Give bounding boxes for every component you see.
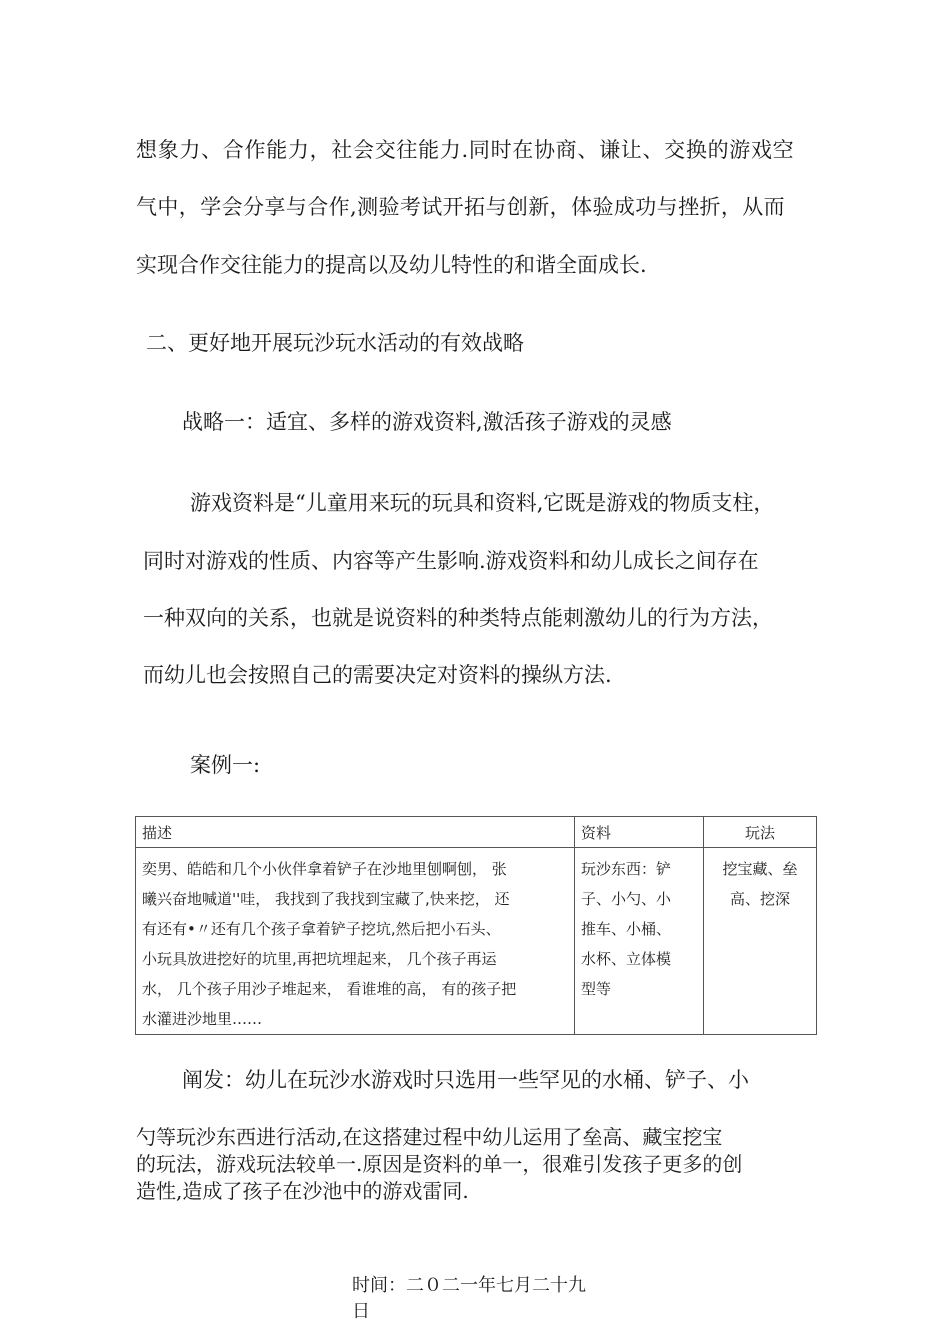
materials-line: 型等 bbox=[581, 980, 612, 998]
materials-line: 子、小勺、小 bbox=[581, 890, 672, 908]
body-line-2: 同时对游戏的性质、内容等产生影响.游戏资料和幼儿成长之间存在 bbox=[143, 549, 759, 573]
play-line: 高、挖深 bbox=[729, 890, 790, 908]
description-line: 曦兴奋地喊道''哇， 我找到了我找到宝藏了,快来挖， 还 bbox=[142, 890, 510, 908]
materials-line: 推车、小桶、 bbox=[581, 920, 672, 938]
footer-line: 日 bbox=[352, 1301, 370, 1322]
header-play: 玩法 bbox=[704, 817, 817, 848]
description-line: 水， 几个孩子用沙子堆起来， 看谁堆的高， 有的孩子把 bbox=[142, 980, 517, 998]
analysis-line-4: 造性,造成了孩子在沙池中的游戏雷同. bbox=[136, 1179, 469, 1203]
table-row bbox=[136, 848, 817, 1035]
body-line-3: 一种双向的关系，也就是说资料的种类特点能刺激幼儿的行为方法， bbox=[143, 606, 773, 630]
header-materials: 资料 bbox=[575, 817, 704, 848]
case-table bbox=[135, 816, 817, 1035]
materials-line: 玩沙东西：铲 bbox=[581, 860, 672, 878]
page-footer-date bbox=[352, 1273, 586, 1325]
body-line-1: 游戏资料是“儿童用来玩的玩具和资料,它既是游戏的物质支柱， bbox=[190, 491, 775, 515]
footer-line: 时间：二０二一年七月二十九 bbox=[352, 1275, 586, 1296]
description-line: 有还有•〃还有几个孩子拿着铲子挖坑,然后把小石头、 bbox=[142, 920, 501, 938]
table-header-row bbox=[136, 817, 817, 848]
strategy-heading: 战略一：适宜、多样的游戏资料,激活孩子游戏的灵感 bbox=[182, 410, 672, 434]
analysis-line-2: 勺等玩沙东西进行活动,在这搭建过程中幼儿运用了垒高、藏宝挖宝 bbox=[136, 1125, 723, 1149]
intro-line-1: 想象力、合作能力，社会交往能力.同时在协商、谦让、交换的游戏空 bbox=[136, 138, 795, 162]
materials-line: 水杯、立体模 bbox=[581, 950, 672, 968]
description-line: 奕男、皓皓和几个小伙伴拿着铲子在沙地里刨啊刨， 张 bbox=[142, 860, 507, 878]
section-heading: 二、更好地开展玩沙玩水活动的有效战略 bbox=[146, 331, 524, 355]
intro-line-2: 气中，学会分享与合作,测验考试开拓与创新，体验成功与挫折，从而 bbox=[136, 195, 786, 219]
description-line: 水灌进沙地里…… bbox=[142, 1010, 263, 1028]
case-label: 案例一: bbox=[190, 753, 261, 777]
header-description: 描述 bbox=[136, 817, 575, 848]
analysis-line-1: 阐发：幼儿在玩沙水游戏时只选用一些罕见的水桶、铲子、小 bbox=[182, 1068, 749, 1092]
intro-line-3: 实现合作交往能力的提高以及幼儿特性的和谐全面成长. bbox=[136, 253, 647, 277]
play-line: 挖宝藏、垒 bbox=[722, 860, 798, 878]
cell-materials bbox=[575, 848, 704, 1035]
analysis-line-3: 的玩法，游戏玩法较单一.原因是资料的单一，很难引发孩子更多的创 bbox=[136, 1152, 743, 1176]
description-line: 小玩具放进挖好的坑里,再把坑埋起来， 几个孩子再运 bbox=[142, 950, 497, 968]
body-line-4: 而幼儿也会按照自己的需要决定对资料的操纵方法. bbox=[143, 663, 612, 687]
cell-description bbox=[136, 848, 575, 1035]
cell-play bbox=[704, 848, 817, 1035]
